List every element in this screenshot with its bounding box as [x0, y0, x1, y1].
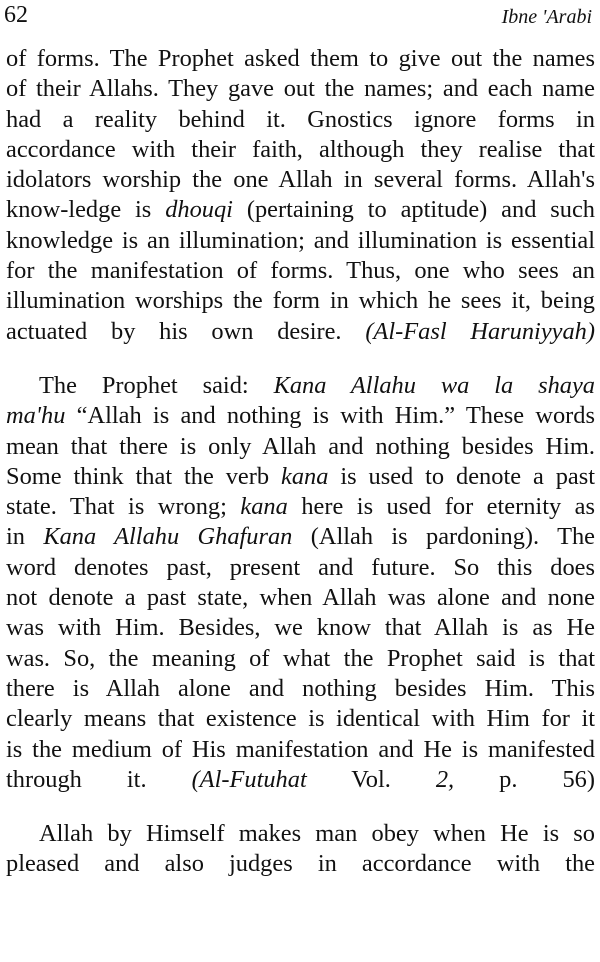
italic-segment: (Al-Fasl Haruniyyah) [365, 317, 595, 345]
text-segment: mean that there is only Allah and nothing besides Him. [6, 432, 595, 460]
paragraph-gap [6, 795, 595, 819]
text-segment: Allah by Himself makes man obey when He is so [39, 820, 595, 848]
text-line [6, 674, 595, 704]
text-line [6, 74, 595, 104]
text-segment: of forms. The Prophet asked them to give out the names [6, 45, 595, 72]
paragraph-2 [6, 371, 595, 795]
text-line [6, 135, 595, 165]
text-segment: idolators worship the one Allah in several forms. Allah's [6, 166, 595, 194]
text-segment: accordance with their faith, although they realise that [6, 135, 595, 163]
text-segment: not denote a past state, when Allah was alone and none [6, 584, 595, 612]
text-segment: know-ledge is [6, 196, 166, 224]
text-line [6, 522, 595, 552]
text-segment: (Allah is pardoning). The [292, 523, 595, 551]
text-segment: The Prophet said: [39, 371, 274, 399]
italic-segment: 2, [435, 765, 455, 793]
text-segment: there is Allah alone and nothing besides Him. This [6, 674, 595, 702]
text-segment: for the manifestation of forms. Thus, one who sees an [6, 257, 595, 285]
text-line [6, 819, 595, 849]
text-segment: clearly means that existence is identical with Him for it [6, 705, 595, 733]
paragraph-3 [6, 819, 595, 880]
text-segment: is the medium of His manifestation and He is manifested [6, 735, 595, 763]
text-line [6, 317, 595, 347]
text-segment: Some think that the verb [6, 462, 281, 490]
text-line [6, 256, 595, 286]
paragraph-1 [6, 44, 595, 347]
text-segment: actuated by his own desire. [6, 317, 366, 345]
text-segment: knowledge is an illumination; and illumination is essential [6, 226, 595, 254]
italic-segment: ma'hu [6, 402, 66, 430]
text-line [6, 644, 595, 674]
paragraph-gap [6, 347, 595, 371]
text-segment: of their Allahs. They gave out the names; and each name [6, 75, 595, 103]
text-segment: through it. [6, 765, 192, 793]
italic-segment: kana [240, 493, 288, 521]
text-line [6, 735, 595, 765]
text-line [6, 765, 595, 795]
text-segment: pleased and also judges in accordance with the [6, 850, 595, 878]
text-line [6, 492, 595, 522]
text-segment: word denotes past, present and future. So this does [6, 553, 595, 581]
text-line [6, 583, 595, 613]
text-segment: Vol. [306, 765, 436, 793]
text-segment: is used to denote a past [328, 462, 595, 490]
text-line [6, 226, 595, 256]
text-segment: was. So, the meaning of what the Prophet said is that [6, 644, 595, 672]
text-line [6, 286, 595, 316]
text-line [6, 371, 595, 401]
text-line [6, 462, 595, 492]
text-segment: was with Him. Besides, we know that Allah is as He [6, 614, 595, 642]
text-line [6, 165, 595, 195]
text-line [6, 704, 595, 734]
text-line [6, 44, 595, 74]
italic-segment: Kana Allahu wa la shaya [273, 371, 596, 399]
text-line [6, 553, 595, 583]
italic-segment: (Al-Futuhat [191, 765, 307, 793]
text-segment: p. 56) [454, 765, 595, 793]
text-segment: here is used for eternity as [287, 493, 595, 521]
text-segment: (pertaining to aptitude) and such [232, 196, 595, 224]
text-segment: had a reality behind it. Gnostics ignore forms in [6, 105, 595, 133]
page-header [4, 2, 592, 34]
italic-segment: kana [281, 462, 329, 490]
text-segment: illumination worships the form in which he sees it, being [6, 287, 595, 315]
italic-segment: dhouqi [165, 196, 233, 224]
text-line [6, 105, 595, 135]
text-line [6, 849, 595, 879]
page-number: 62 [4, 2, 28, 28]
text-segment: “Allah is and nothing is with Him.” These words [65, 402, 595, 430]
text-line [6, 195, 595, 225]
body-text [6, 44, 595, 880]
text-segment: in [6, 523, 44, 551]
text-line [6, 432, 595, 462]
running-title: Ibne 'Arabi [501, 6, 592, 28]
text-line [6, 401, 595, 431]
italic-segment: Kana Allahu Ghafuran [43, 523, 293, 551]
text-segment: state. That is wrong; [6, 493, 241, 521]
text-line [6, 613, 595, 643]
